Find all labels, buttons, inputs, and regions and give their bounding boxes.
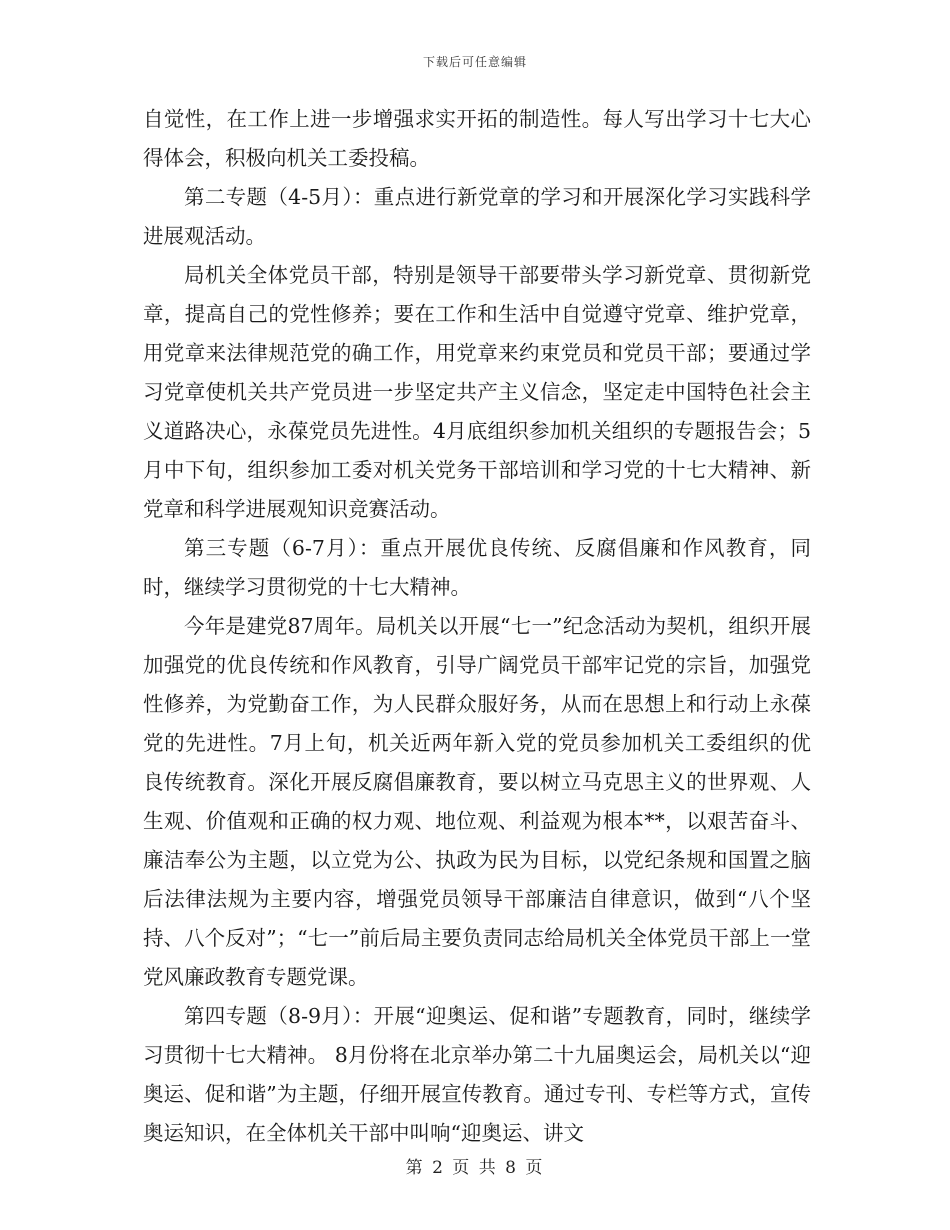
- paragraph-topic-two-body: 局机关全体党员干部，特别是领导干部要带头学习新党章、贯彻新党章，提高自己的党性修养；要在工作和生活中自觉遵守党章、维护党章，用党章来法律规范党的确工作，用党章来约束党员和党员干部；要通过学习党章使机关共产党员进一步坚定共产主义信念，坚定走中国特色社会主义道路决心，永葆党员先进性。4月底组织参加机关组织的专题报告会；5月中下旬，组织参加工委对机关党务干部培训和学习党的十七大精神、新党章和科学进展观知识竞赛活动。: [143, 263, 811, 521]
- paragraph-topic-three-body: 今年是建党87周年。局机关以开展“七一”纪念活动为契机，组织开展加强党的优良传统和作风教育，引导广阔党员干部牢记党的宗旨，加强党性修养，为党勤奋工作，为人民群众服好务，从而在思想上和行动上永葆党的先进性。7月上旬，机关近两年新入党的党员参加机关工委组织的优良传统教育。深化开展反腐倡廉教育，要以树立马克思主义的世界观、人生观、价值观和正确的权力观、地位观、利益观为根本**，以艰苦奋斗、廉洁奉公为主题，以立党为公、执政为民为目标，以党纪条规和国置之脑后法律法规为主要内容，增强党员领导干部廉洁自律意识，做到“八个坚持、八个反对”；“七一”前后局主要负责同志给局机关全体党员干部上一堂党风廉政教育专题党课。: [143, 614, 811, 989]
- paragraph-topic-two-heading: 第二专题（4-5月）：重点进行新党章的学习和开展深化学习实践科学进展观活动。: [143, 185, 811, 248]
- page-number: 第 2 页 共 8 页: [405, 1158, 545, 1178]
- paragraph-topic-four: 第四专题（8-9月）：开展“迎奥运、促和谐”专题教育，同时，继续学习贯彻十七大精神。 8月份将在北京举办第二十九届奥运会，局机关以“迎奥运、促和谐”为主题，仔细开展宣传教育。通过专刊、专栏等方式，宣传奥运知识，在全体机关干部中叫响“迎奥运、讲文: [143, 1004, 811, 1145]
- paragraph-continuation: 自觉性，在工作上进一步增强求实开拓的制造性。每人写出学习十七大心得体会，积极向机关工委投稿。: [143, 107, 811, 170]
- paragraph-topic-three-heading: 第三专题（6-7月）：重点开展优良传统、反腐倡廉和作风教育，同时，继续学习贯彻党的十七大精神。: [143, 536, 811, 599]
- page-header-note: 下载后可任意编辑: [422, 55, 527, 69]
- document-body: [143, 100, 811, 1153]
